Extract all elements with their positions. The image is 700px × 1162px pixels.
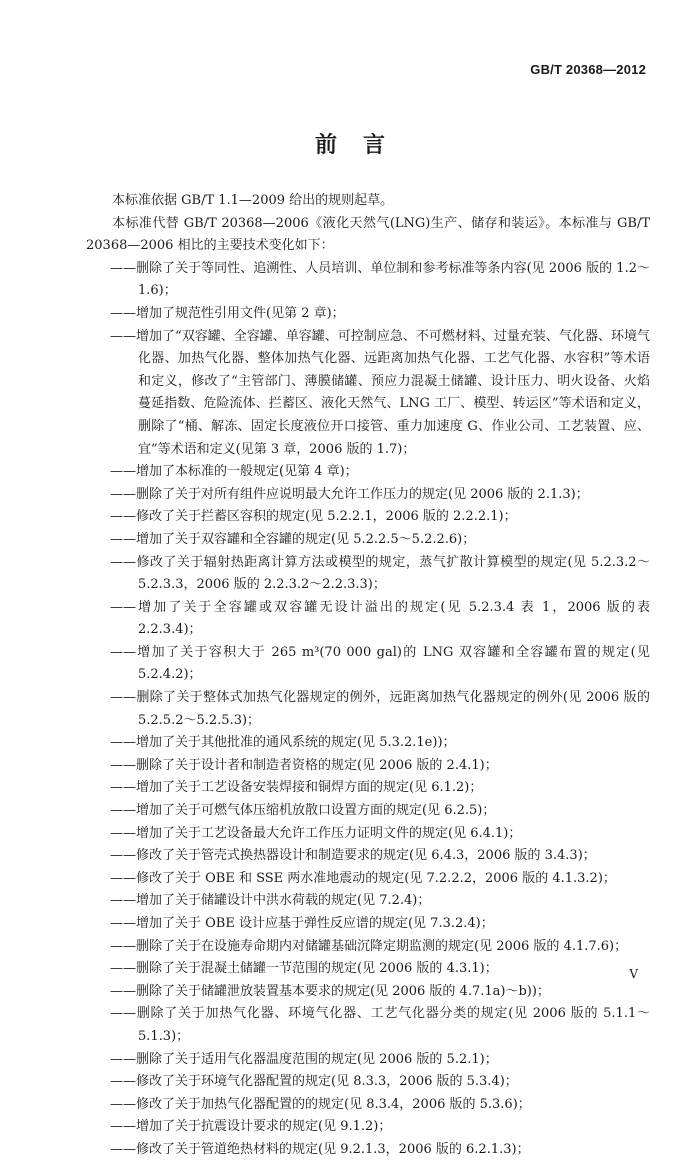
change-item: ——增加了本标准的一般规定(见第 4 章)； bbox=[110, 464, 358, 480]
change-item: ——修改了关于辐射热距离计算方法或模型的规定，蒸气扩散计算模型的规定(见 5.2.3.2～5.2.3.3，2006 版的 2.2.3.2～2.2.3.3)； bbox=[110, 554, 650, 593]
change-item: ——增加了关于 OBE 设计应基于弹性反应谱的规定(见 7.3.2.4)； bbox=[110, 916, 494, 931]
change-item: ——删除了关于在设施寿命期内对储罐基础沉降定期监测的规定(见 2006 版的 4.1.7.6)； bbox=[110, 938, 628, 954]
change-item: ——增加了关于容积大于 265 m³(70 000 gal)的 LNG 双容罐和全容罐布置的规定(见 5.2.4.2)； bbox=[110, 644, 650, 683]
change-item: ——增加了规范性引用文件(见第 2 章)； bbox=[110, 305, 345, 321]
change-item: ——修改了关于加热气化器配置的的规定(见 8.3.4，2006 版的 5.3.6)； bbox=[110, 1096, 531, 1112]
change-item: ——删除了关于混凝土储罐一节范围的规定(见 2006 版的 4.3.1)； bbox=[110, 961, 498, 977]
change-item: ——增加了关于其他批准的通风系统的规定(见 5.3.2.1e))； bbox=[110, 735, 456, 751]
change-item: ——增加了关于工艺设备安装焊接和铜焊方面的规定(见 6.1.2)； bbox=[110, 780, 483, 796]
change-item: ——删除了关于等同性、追溯性、人员培训、单位制和参考标准等条内容(见 2006 版的 1.2～1.6)； bbox=[110, 260, 650, 299]
change-item: ——增加了关于双容罐和全容罐的规定(见 5.2.2.5～5.2.2.6)； bbox=[110, 531, 476, 547]
intro-paragraph: 本标准依据 GB/T 1.1—2009 给出的规则起草。 bbox=[112, 193, 394, 208]
change-item: ——删除了关于加热气化器、环境气化器、工艺气化器分类的规定(见 2006 版的 5.1.1～5.1.3)； bbox=[110, 1006, 650, 1044]
change-item: ——修改了关于拦蓄区容积的规定(见 5.2.2.1，2006 版的 2.2.2.1)； bbox=[110, 509, 517, 525]
change-item: ——修改了关于管壳式换热器设计和制造要求的规定(见 6.4.3，2006 版的 3.4.3)； bbox=[110, 848, 596, 864]
change-item: ——删除了关于储罐泄放装置基本要求的规定(见 2006 版的 4.7.1a)～b))； bbox=[110, 983, 550, 999]
page-number: V bbox=[629, 967, 638, 981]
page-title: 前言 bbox=[314, 133, 411, 158]
change-item: ——增加了“双容罐、全容罐、单容罐、可控制应急、不可燃材料、过量充装、气化器、环境气化器、加热气化器、整体加热气化器、远距离加热气化器、工艺气化器、水容积”等术语和定义，修改了“主管部门、薄膜储罐、预应力混凝土储罐、设计压力、明火设备、火焰蔓延指数、危险流体、拦蓄区、液化天然气、LNG 工厂、模型、转运区”等术语和定义，删除了“桶、解冻、固定长度液位开口接管、重力加速度 G、作业公司、工艺装置、应、宜”等术语和定义(见第 3 章，2006 版的 1.7)； bbox=[110, 328, 650, 457]
document-body bbox=[86, 190, 650, 1162]
change-item: ——增加了关于全容罐或双容罐无设计溢出的规定(见 5.2.3.4 表 1，2006 版的表 2.2.3.4)； bbox=[110, 599, 650, 638]
change-item: ——增加了关于可燃气体压缩机放散口设置方面的规定(见 6.2.5)； bbox=[110, 803, 496, 819]
change-item: ——修改了关于环境气化器配置的规定(见 8.3.3，2006 版的 5.3.4)； bbox=[110, 1074, 518, 1090]
change-item: ——增加了关于工艺设备最大允许工作压力证明文件的规定(见 6.4.1)； bbox=[110, 825, 522, 841]
change-item: ——删除了关于设计者和制造者资格的规定(见 2006 版的 2.4.1)； bbox=[110, 757, 498, 773]
standard-code: GB/T 20368—2012 bbox=[530, 62, 646, 77]
intro-paragraph: 本标准代替 GB/T 20368—2006《液化天然气(LNG)生产、储存和装运》。本标准与 GB/T 20368—2006 相比的主要技术变化如下： bbox=[86, 215, 650, 254]
change-item: ——修改了关于 OBE 和 SSE 两水准地震动的规定(见 7.2.2.2，2006 版的 4.1.3.2)； bbox=[110, 870, 616, 886]
change-item: ——删除了关于对所有组件应说明最大允许工作压力的规定(见 2006 版的 2.1.3)； bbox=[110, 486, 589, 502]
change-item: ——增加了关于储罐设计中洪水荷载的规定(见 7.2.4)； bbox=[110, 893, 431, 909]
change-item: ——删除了关于适用气化器温度范围的规定(见 2006 版的 5.2.1)； bbox=[110, 1051, 498, 1067]
change-item: ——增加了关于抗震设计要求的规定(见 9.1.2)； bbox=[110, 1119, 392, 1135]
change-item: ——修改了关于管道绝热材料的规定(见 9.2.1.3，2006 版的 6.2.1.3)； bbox=[110, 1141, 530, 1157]
change-item: ——删除了关于整体式加热气化器规定的例外，远距离加热气化器规定的例外(见 2006 版的 5.2.5.2～5.2.5.3)； bbox=[110, 690, 650, 728]
